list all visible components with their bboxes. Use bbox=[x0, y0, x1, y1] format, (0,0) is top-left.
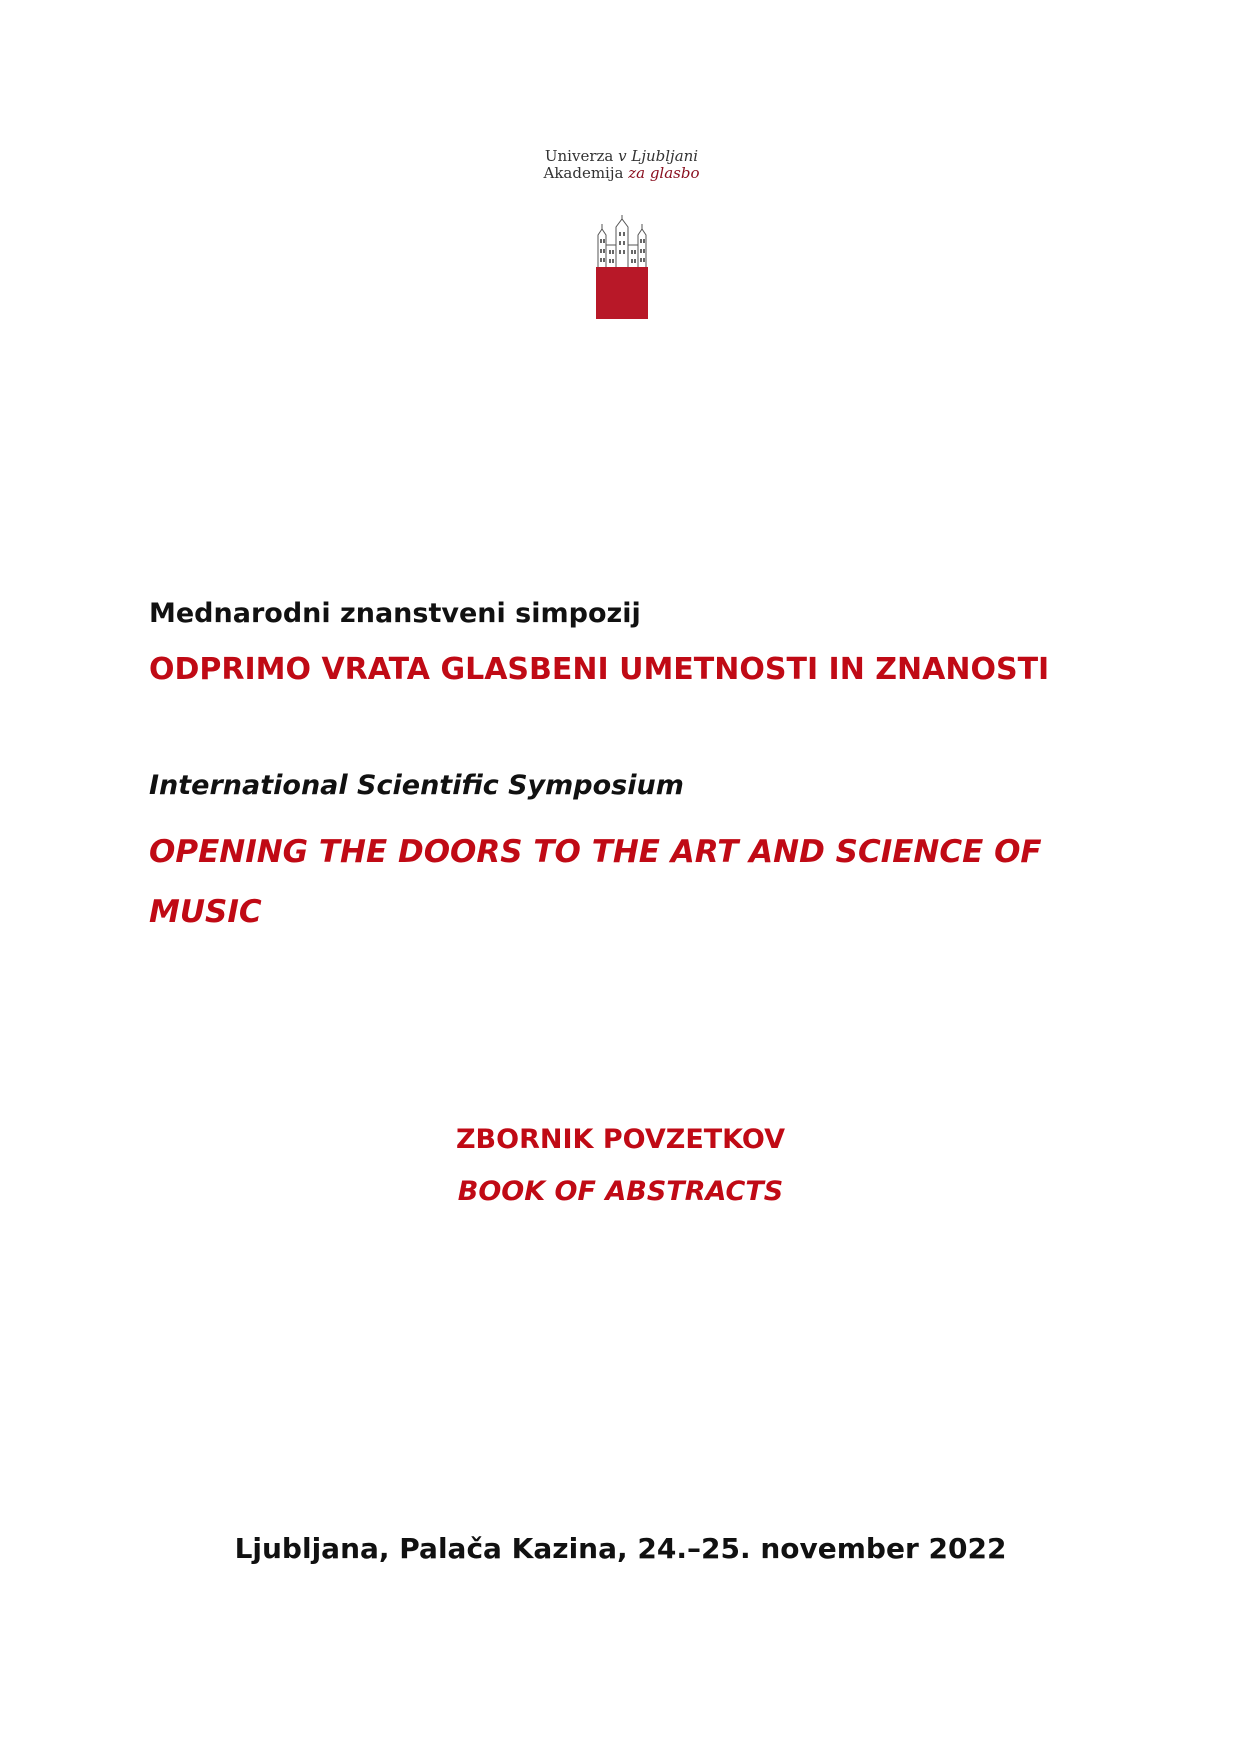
logo-line-university bbox=[2, 148, 1241, 165]
book-title-english: BOOK OF ABSTRACTS bbox=[457, 1176, 784, 1207]
book-title-slovenian: ZBORNIK POVZETKOV bbox=[455, 1124, 786, 1155]
english-title: OPENING THE DOORS TO THE ART AND SCIENCE OF MUSIC bbox=[149, 834, 1042, 930]
logo-ljubljani: Ljubljani bbox=[626, 147, 699, 165]
english-subtitle: International Scientific Symposium bbox=[149, 770, 684, 801]
logo-v: v bbox=[618, 147, 627, 165]
university-logo-text bbox=[0, 148, 1241, 182]
slovenian-title: ODPRIMO VRATA GLASBENI UMETNOSTI IN ZNANOSTI bbox=[149, 652, 1050, 687]
slovenian-subtitle: Mednarodni znanstveni simpozij bbox=[149, 598, 641, 629]
logo-univerza: Univerza bbox=[544, 147, 619, 165]
place-and-date: Ljubljana, Palača Kazina, 24.–25. november 2022 bbox=[234, 1532, 1007, 1565]
logo-za-glasbo: za glasbo bbox=[628, 164, 700, 182]
castle-emblem-icon bbox=[596, 215, 648, 319]
logo-line-academy bbox=[2, 165, 1241, 182]
logo-akademija: Akademija bbox=[543, 164, 629, 182]
